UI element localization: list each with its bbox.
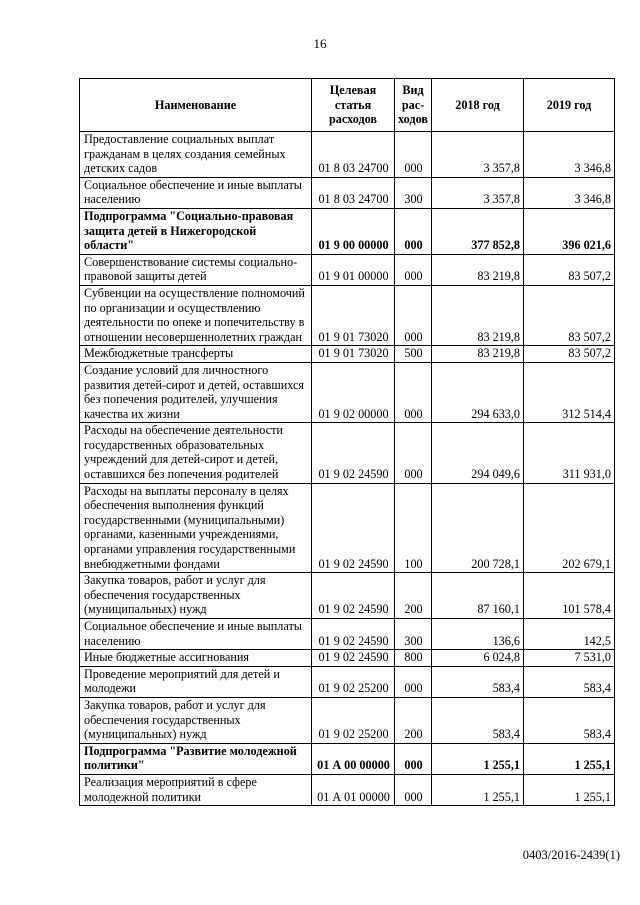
cell-year-2019: 83 507,2 (524, 254, 615, 285)
cell-expense-kind: 000 (395, 423, 432, 483)
cell-year-2018: 87 160,1 (432, 573, 524, 619)
cell-name: Иные бюджетные ассигнования (80, 650, 312, 667)
cell-year-2018: 200 728,1 (432, 483, 524, 573)
header-year-2018: 2018 год (432, 79, 524, 132)
cell-target-article: 01 9 01 73020 (312, 346, 395, 363)
cell-target-article: 01 А 01 00000 (312, 774, 395, 805)
cell-year-2018: 1 255,1 (432, 774, 524, 805)
cell-expense-kind: 000 (395, 254, 432, 285)
header-expense-kind: Вид рас-ходов (395, 79, 432, 132)
page-number: 16 (313, 36, 327, 51)
cell-year-2018: 1 255,1 (432, 743, 524, 774)
table-row (80, 483, 615, 573)
cell-target-article: 01 9 01 73020 (312, 285, 395, 345)
cell-name: Расходы на обеспечение деятельности государственных образовательных учреждений для детей-сирот и детей, оставшихся без попечения родителей (80, 423, 312, 483)
cell-expense-kind: 000 (395, 285, 432, 345)
cell-name: Проведение мероприятий для детей и молодежи (80, 666, 312, 697)
table-row (80, 423, 615, 483)
cell-year-2018: 83 219,8 (432, 285, 524, 345)
cell-year-2018: 377 852,8 (432, 208, 524, 254)
cell-expense-kind: 300 (395, 619, 432, 650)
cell-year-2019: 83 507,2 (524, 285, 615, 345)
cell-name: Межбюджетные трансферты (80, 346, 312, 363)
cell-year-2018: 583,4 (432, 666, 524, 697)
table-row (80, 285, 615, 345)
table-row (80, 697, 615, 743)
cell-name: Предоставление социальных выплат гражданам в целях создания семейных детских садов (80, 132, 312, 178)
cell-year-2019: 202 679,1 (524, 483, 615, 573)
cell-expense-kind: 800 (395, 650, 432, 667)
cell-year-2018: 3 357,8 (432, 132, 524, 178)
cell-target-article: 01 9 01 00000 (312, 254, 395, 285)
table-row (80, 362, 615, 422)
table-row (80, 619, 615, 650)
cell-target-article: 01 9 02 25200 (312, 666, 395, 697)
table-row (80, 743, 615, 774)
header-year-2019: 2019 год (524, 79, 615, 132)
cell-year-2018: 83 219,8 (432, 346, 524, 363)
cell-expense-kind: 500 (395, 346, 432, 363)
cell-name: Субвенции на осуществление полномочий по организации и осуществлению деятельности по опеке и попечительству в отношении несовершеннолетних граждан (80, 285, 312, 345)
table-row (80, 177, 615, 208)
table-row (80, 573, 615, 619)
table-row (80, 346, 615, 363)
budget-table (79, 78, 615, 806)
table-body (80, 132, 615, 806)
cell-year-2019: 101 578,4 (524, 573, 615, 619)
cell-year-2019: 312 514,4 (524, 362, 615, 422)
cell-target-article: 01 9 02 24590 (312, 423, 395, 483)
cell-year-2018: 294 633,0 (432, 362, 524, 422)
cell-name: Социальное обеспечение и иные выплаты населению (80, 619, 312, 650)
cell-expense-kind: 100 (395, 483, 432, 573)
cell-target-article: 01 9 02 24590 (312, 483, 395, 573)
cell-expense-kind: 200 (395, 697, 432, 743)
cell-year-2018: 583,4 (432, 697, 524, 743)
cell-expense-kind: 300 (395, 177, 432, 208)
table-row (80, 650, 615, 667)
cell-name: Совершенствование системы социально-правовой защиты детей (80, 254, 312, 285)
cell-name: Подпрограмма "Социально-правовая защита детей в Нижегородской области" (80, 208, 312, 254)
cell-expense-kind: 000 (395, 666, 432, 697)
cell-target-article: 01 9 02 25200 (312, 697, 395, 743)
table-row (80, 774, 615, 805)
cell-target-article: 01 А 00 00000 (312, 743, 395, 774)
cell-year-2019: 1 255,1 (524, 743, 615, 774)
table-row (80, 208, 615, 254)
cell-name: Социальное обеспечение и иные выплаты населению (80, 177, 312, 208)
cell-target-article: 01 9 02 00000 (312, 362, 395, 422)
cell-target-article: 01 8 03 24700 (312, 177, 395, 208)
cell-year-2019: 142,5 (524, 619, 615, 650)
cell-name: Создание условий для личностного развития детей-сирот и детей, оставшихся без попечения родителей, улучшения качества их жизни (80, 362, 312, 422)
document-id: 0403/2016-2439(1) (522, 848, 620, 862)
cell-target-article: 01 8 03 24700 (312, 132, 395, 178)
cell-name: Расходы на выплаты персоналу в целях обеспечения выполнения функций государственными (муниципальными) органами, казенными учреждениями, органами управления государственными внебюджетными фондами (80, 483, 312, 573)
cell-target-article: 01 9 02 24590 (312, 650, 395, 667)
cell-year-2019: 1 255,1 (524, 774, 615, 805)
cell-year-2019: 7 531,0 (524, 650, 615, 667)
header-target-article: Целевая статья расходов (312, 79, 395, 132)
cell-year-2019: 3 346,8 (524, 177, 615, 208)
cell-name: Закупка товаров, работ и услуг для обеспечения государственных (муниципальных) нужд (80, 697, 312, 743)
cell-expense-kind: 000 (395, 362, 432, 422)
cell-year-2019: 311 931,0 (524, 423, 615, 483)
cell-year-2019: 83 507,2 (524, 346, 615, 363)
header-name: Наименование (80, 79, 312, 132)
cell-name: Реализация мероприятий в сфере молодежной политики (80, 774, 312, 805)
cell-expense-kind: 000 (395, 208, 432, 254)
cell-expense-kind: 000 (395, 774, 432, 805)
table-row (80, 666, 615, 697)
cell-expense-kind: 000 (395, 743, 432, 774)
cell-name: Закупка товаров, работ и услуг для обеспечения государственных (муниципальных) нужд (80, 573, 312, 619)
cell-target-article: 01 9 02 24590 (312, 573, 395, 619)
cell-year-2018: 83 219,8 (432, 254, 524, 285)
cell-year-2018: 6 024,8 (432, 650, 524, 667)
cell-year-2018: 136,6 (432, 619, 524, 650)
table-row (80, 254, 615, 285)
cell-year-2019: 583,4 (524, 697, 615, 743)
cell-target-article: 01 9 02 24590 (312, 619, 395, 650)
cell-expense-kind: 200 (395, 573, 432, 619)
cell-year-2018: 294 049,6 (432, 423, 524, 483)
table-header (80, 79, 615, 132)
cell-expense-kind: 000 (395, 132, 432, 178)
cell-year-2019: 396 021,6 (524, 208, 615, 254)
cell-target-article: 01 9 00 00000 (312, 208, 395, 254)
header-row (80, 79, 615, 132)
cell-year-2018: 3 357,8 (432, 177, 524, 208)
cell-year-2019: 583,4 (524, 666, 615, 697)
cell-year-2019: 3 346,8 (524, 132, 615, 178)
table-row (80, 132, 615, 178)
cell-name: Подпрограмма "Развитие молодежной политики" (80, 743, 312, 774)
